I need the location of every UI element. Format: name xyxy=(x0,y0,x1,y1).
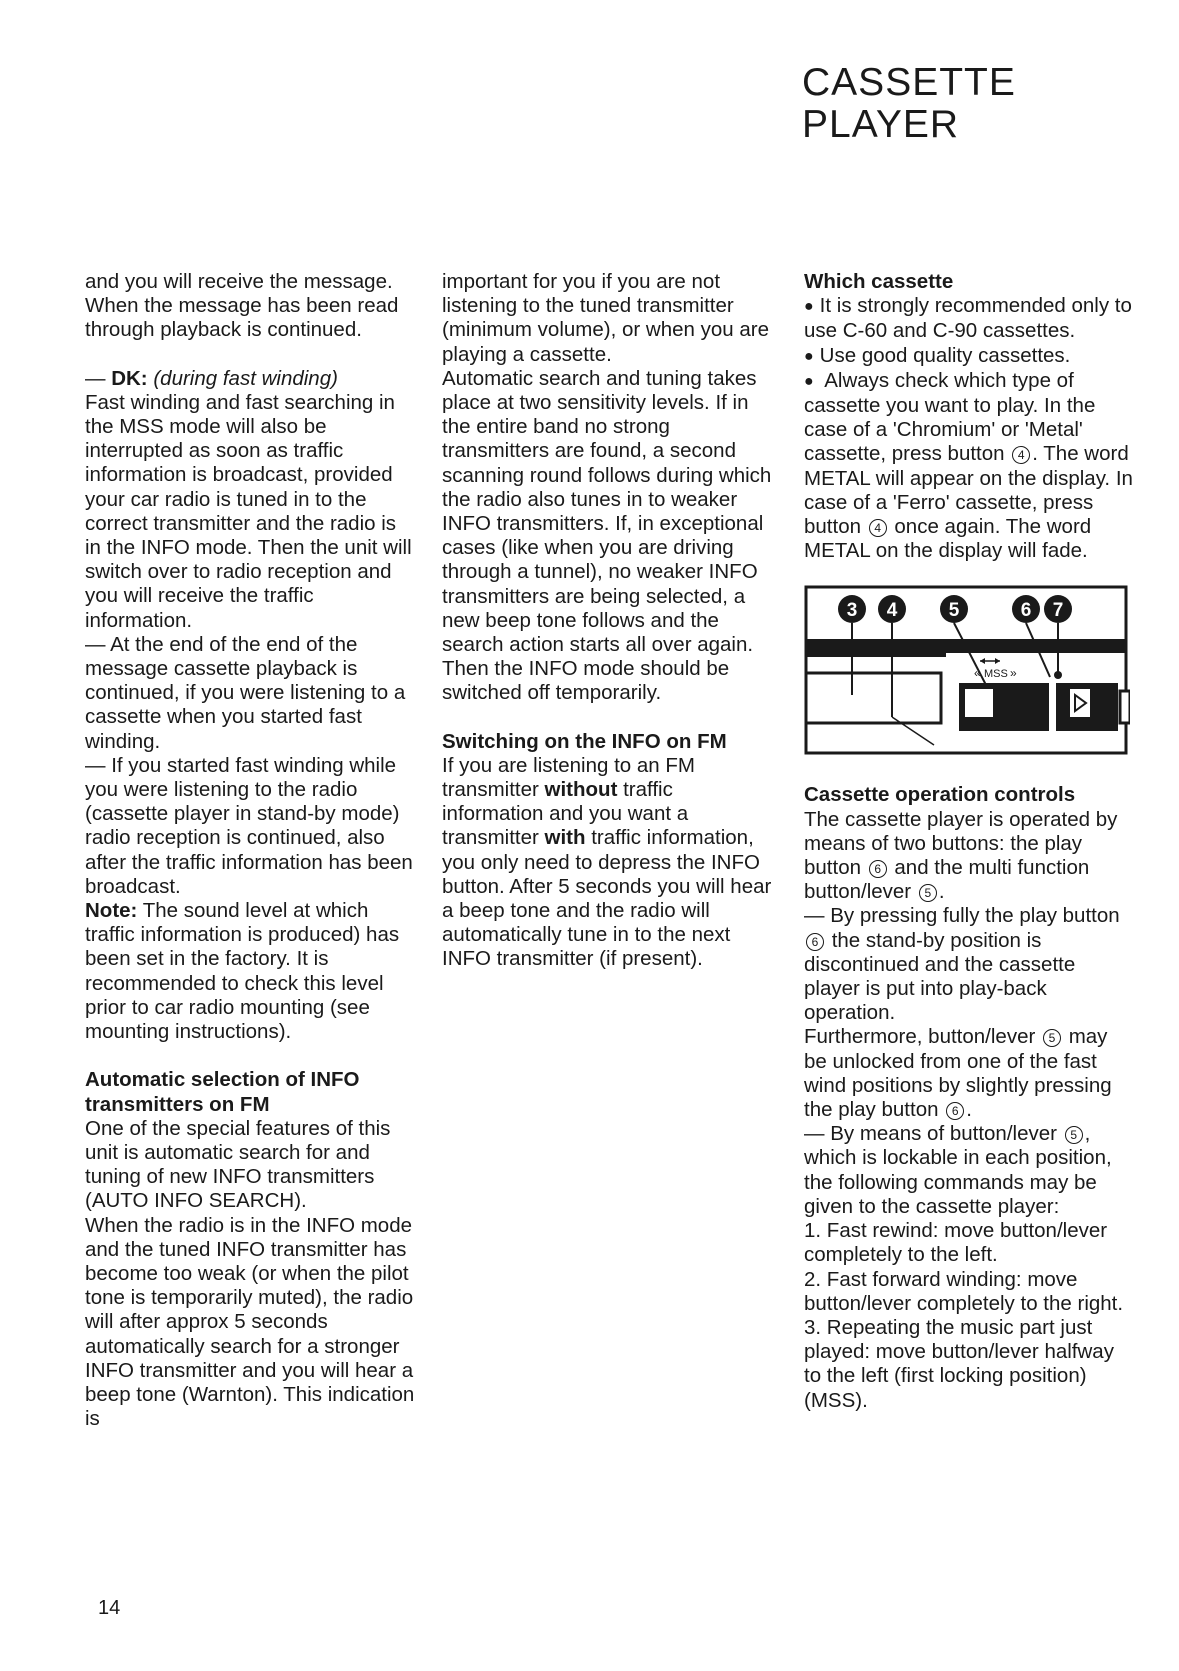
bullet-item xyxy=(804,369,1134,564)
bullet-item: ● It is strongly recommended only to use C-60 and C-90 cassettes. xyxy=(804,294,1134,343)
text: The cassette player is operated by means of two buttons: the play button xyxy=(804,807,1118,880)
paragraph: and you will receive the message. When the message has been read through playback is continued. xyxy=(85,270,399,342)
text: . xyxy=(938,880,945,904)
heading-auto-info: Automatic selection of INFO transmitters on FM xyxy=(85,1068,360,1116)
cassette-controls-figure xyxy=(804,585,1130,757)
column-2 xyxy=(442,270,777,972)
svg-text:5: 5 xyxy=(948,600,960,622)
text: Furthermore, button/lever xyxy=(804,1025,1041,1049)
text: traffic information, you only need to depress the INFO button. After 5 seconds you will hear a beep tone and the radio will automatically tune in to the next INFO transmitter (if present). xyxy=(442,826,772,971)
heading-cassette-controls: Cassette operation controls xyxy=(804,783,1076,807)
paragraph xyxy=(85,367,415,391)
list-item: 2. Fast forward winding: move button/lever completely to the right. xyxy=(804,1267,1124,1315)
paragraph: important for you if you are not listening to the tuned transmitter (minimum volume), or when you are playing a cassette. xyxy=(442,270,769,366)
svg-text:«: « xyxy=(974,666,981,681)
cassette-controls-illustration xyxy=(804,585,1130,757)
column-3 xyxy=(804,270,1134,1413)
bullet-item: ● Use good quality cassettes. xyxy=(804,344,1134,369)
list-item: 3. Repeating the music part just played: move button/lever halfway to the left (first locking position) (MSS). xyxy=(804,1315,1114,1412)
page-number: 14 xyxy=(98,1597,121,1619)
paragraph: — If you started fast winding while you were listening to the radio (cassette player in stand-by mode) radio reception is continued, also after the traffic information has been broadcast. xyxy=(85,753,413,898)
paragraph: When the radio is in the INFO mode and the tuned INFO transmitter has become too weak (or when the pilot tone is temporarily muted), the radio will after approx 5 seconds automatically search for a stronger INFO transmitter and you will hear a beep tone (Warnton). This indication is xyxy=(85,1213,415,1431)
paragraph xyxy=(85,899,415,1044)
note-text: The sound level at which traffic information is produced) has been set in the factory. It is recommended to check this level prior to car radio mounting (see mounting instructions). xyxy=(85,899,400,1044)
text: — By means of button/lever xyxy=(804,1122,1063,1146)
text: once again. The word METAL on the display will fade. xyxy=(804,515,1092,563)
paragraph xyxy=(804,904,1134,1025)
text: If you are listening to an FM transmitter xyxy=(442,753,695,802)
text: traffic information and you want a transmitter xyxy=(442,778,689,850)
callout-7 xyxy=(1044,595,1072,623)
mss-label: MSS xyxy=(984,668,1008,681)
emphasis-without: without xyxy=(544,778,618,802)
svg-text:4: 4 xyxy=(886,600,898,622)
circled-number: 5 xyxy=(1043,1029,1061,1047)
text: and the multi function button/lever xyxy=(804,856,1090,904)
paragraph xyxy=(804,808,1134,905)
dash: — xyxy=(85,366,112,390)
svg-text:6: 6 xyxy=(1020,600,1032,622)
text: the stand-by position is discontinued and the cassette player is put into play-back operation. xyxy=(804,928,1076,1025)
svg-text:3: 3 xyxy=(846,600,858,622)
callout-6 xyxy=(1012,595,1040,623)
text: , which is lockable in each position, the following commands may be given to the cassette player: xyxy=(804,1122,1112,1218)
heading-which-cassette: Which cassette xyxy=(804,270,954,293)
section-title xyxy=(802,62,1016,146)
svg-text:7: 7 xyxy=(1052,600,1064,622)
circled-number: 5 xyxy=(1065,1126,1083,1144)
heading-switching-info: Switching on the INFO on FM xyxy=(442,729,727,753)
svg-text:»: » xyxy=(1010,666,1017,681)
circled-number: 4 xyxy=(869,519,887,537)
paragraph: — At the end of the end of the message cassette playback is continued, if you were listening to a cassette when you started fast winding. xyxy=(85,632,406,753)
paragraph xyxy=(442,754,777,972)
emphasis-with: with xyxy=(544,826,586,850)
text: may be unlocked from one of the fast wind positions by slightly pressing the play button xyxy=(804,1025,1112,1122)
list-item: 1. Fast rewind: move button/lever completely to the left. xyxy=(804,1219,1108,1267)
column-1 xyxy=(85,270,415,1431)
paragraph xyxy=(804,1025,1134,1122)
text: — By pressing fully the play button xyxy=(804,904,1120,928)
callout-4 xyxy=(878,595,906,623)
text: . The word METAL will appear on the display. In case of a 'Ferro' cassette, press button xyxy=(804,442,1133,539)
text: . xyxy=(966,1098,972,1122)
paragraph xyxy=(804,1122,1134,1219)
circled-number: 4 xyxy=(1012,446,1030,464)
section-title-line-1: CASSETTE xyxy=(802,61,1016,104)
callout-5 xyxy=(940,595,968,623)
circled-number: 5 xyxy=(919,884,937,902)
dk-note: (during fast winding) xyxy=(153,366,338,390)
section-title-line-2: PLAYER xyxy=(802,103,960,146)
circled-number: 6 xyxy=(946,1102,964,1120)
callout-3 xyxy=(838,595,866,623)
note-label: Note: xyxy=(85,899,138,923)
circled-number: 6 xyxy=(869,860,887,878)
paragraph: Automatic search and tuning takes place at two sensitivity levels. If in the entire band no strong transmitters are found, a second scanning round follows during which the radio also tunes in to weaker INFO transmitters. If, in exceptional cases (like when you are driving through a tunnel), no weaker INFO transmitters are being selected, a new beep tone follows and the search action starts all over again. Then the INFO mode should be switched off temporarily. xyxy=(442,366,772,705)
paragraph: Fast winding and fast searching in the MSS mode will also be interrupted as soon as traffic information is broadcast, provided your car radio is tuned in to the correct transmitter and the radio is in the INFO mode. Then the unit will switch over to radio reception and you will receive the traffic information. xyxy=(85,390,412,632)
dk-label: DK: xyxy=(111,366,148,390)
circled-number: 6 xyxy=(806,933,824,951)
text: Always check which type of cassette you want to play. In the case of a 'Chromium' or 'Metal' cassette, press button xyxy=(804,368,1096,466)
paragraph: One of the special features of this unit is automatic search for and tuning of new INFO transmitters (AUTO INFO SEARCH). xyxy=(85,1116,391,1213)
